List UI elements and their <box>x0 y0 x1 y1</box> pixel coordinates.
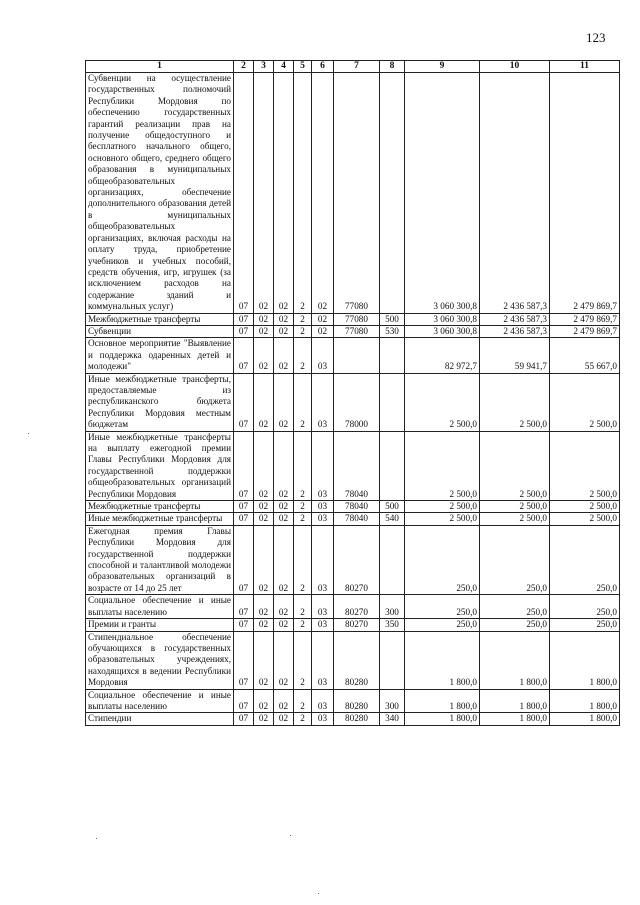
amount-year-2: 59 941,7 <box>480 338 550 373</box>
row-name: Межбюджетные трансферты <box>86 501 234 513</box>
code-program: 02 <box>274 338 294 373</box>
code-subprogram: 2 <box>294 73 312 314</box>
row-name: Основное мероприятие "Выявление и поддержка одаренных детей и молодежи" <box>86 338 234 373</box>
amount-year-1: 1 800,0 <box>405 689 480 713</box>
code-measure: 03 <box>312 595 334 619</box>
row-name: Межбюджетные трансферты <box>86 313 234 325</box>
amount-year-1: 3 060 300,8 <box>405 325 480 337</box>
code-direction: 77080 <box>334 73 380 314</box>
table-row <box>86 431 620 500</box>
amount-year-3: 2 500,0 <box>550 501 620 513</box>
code-measure: 02 <box>312 73 334 314</box>
code-expense-type: 500 <box>380 313 405 325</box>
code-direction: 78040 <box>334 431 380 500</box>
code-program: 02 <box>274 431 294 500</box>
amount-year-2: 1 800,0 <box>480 713 550 725</box>
row-name: Ежегодная премия Главы Республики Мордовия для государственной поддержки способной и талантливой молодежи образовательных организаций в возрасте от 14 до 25 лет <box>86 525 234 594</box>
code-subprogram: 2 <box>294 501 312 513</box>
amount-year-1: 2 500,0 <box>405 431 480 500</box>
code-section: 07 <box>234 713 254 725</box>
code-expense-type <box>380 373 405 431</box>
column-header: 9 <box>405 61 480 73</box>
code-subprogram: 2 <box>294 373 312 431</box>
amount-year-3: 2 479 869,7 <box>550 313 620 325</box>
code-measure: 03 <box>312 713 334 725</box>
table-row <box>86 525 620 594</box>
table-row <box>86 595 620 619</box>
code-program: 02 <box>274 525 294 594</box>
amount-year-2: 2 500,0 <box>480 501 550 513</box>
row-name: Премии и гранты <box>86 619 234 631</box>
code-measure: 03 <box>312 501 334 513</box>
code-subsection: 02 <box>254 338 274 373</box>
amount-year-2: 1 800,0 <box>480 631 550 689</box>
amount-year-3: 2 500,0 <box>550 373 620 431</box>
row-name: Иные межбюджетные трансферты на выплату ежегодной премии Главы Республики Мордовия для государственной поддержки общеобразовательных организаций Республики Мордовия <box>86 431 234 500</box>
code-direction: 80270 <box>334 525 380 594</box>
column-header: 3 <box>254 61 274 73</box>
code-subprogram: 2 <box>294 595 312 619</box>
code-direction: 77080 <box>334 325 380 337</box>
code-program: 02 <box>274 631 294 689</box>
amount-year-1: 250,0 <box>405 595 480 619</box>
code-expense-type <box>380 73 405 314</box>
code-subprogram: 2 <box>294 525 312 594</box>
code-subprogram: 2 <box>294 338 312 373</box>
amount-year-3: 2 479 869,7 <box>550 73 620 314</box>
amount-year-1: 3 060 300,8 <box>405 73 480 314</box>
code-expense-type: 300 <box>380 595 405 619</box>
code-expense-type: 540 <box>380 513 405 525</box>
code-subsection: 02 <box>254 325 274 337</box>
amount-year-2: 2 500,0 <box>480 513 550 525</box>
code-direction <box>334 338 380 373</box>
code-program: 02 <box>274 73 294 314</box>
code-section: 07 <box>234 631 254 689</box>
amount-year-3: 55 667,0 <box>550 338 620 373</box>
code-program: 02 <box>274 325 294 337</box>
code-subsection: 02 <box>254 619 274 631</box>
amount-year-1: 2 500,0 <box>405 501 480 513</box>
code-subprogram: 2 <box>294 431 312 500</box>
code-measure: 02 <box>312 313 334 325</box>
code-subsection: 02 <box>254 595 274 619</box>
code-subsection: 02 <box>254 313 274 325</box>
code-section: 07 <box>234 501 254 513</box>
code-program: 02 <box>274 513 294 525</box>
code-expense-type <box>380 338 405 373</box>
code-program: 02 <box>274 313 294 325</box>
table-row <box>86 338 620 373</box>
row-name: Субвенции на осуществление государственных полномочий Республики Мордовия по обеспечению государственных гарантий реализации прав на получение общедоступного и бесплатного начального общего, основного общего, среднего общего образования в муниципальных общеобразовательных организациях, обеспечение дополнительного образования детей в муниципальных общеобразовательных организациях, включая расходы на оплату труда, приобретение учебников и учебных пособий, средств обучения, игр, игрушек (за исключением расходов на содержание зданий и коммунальных услуг) <box>86 73 234 314</box>
code-direction: 78040 <box>334 513 380 525</box>
table-row <box>86 501 620 513</box>
code-direction: 80280 <box>334 631 380 689</box>
scan-speck <box>318 893 319 894</box>
row-name: Социальное обеспечение и иные выплаты населению <box>86 595 234 619</box>
code-measure: 03 <box>312 689 334 713</box>
code-expense-type: 500 <box>380 501 405 513</box>
amount-year-3: 250,0 <box>550 595 620 619</box>
code-section: 07 <box>234 73 254 314</box>
amount-year-3: 2 500,0 <box>550 513 620 525</box>
code-subprogram: 2 <box>294 619 312 631</box>
code-measure: 03 <box>312 513 334 525</box>
code-direction: 80280 <box>334 713 380 725</box>
code-direction: 80270 <box>334 619 380 631</box>
amount-year-2: 2 436 587,3 <box>480 73 550 314</box>
amount-year-3: 250,0 <box>550 525 620 594</box>
code-section: 07 <box>234 525 254 594</box>
code-subprogram: 2 <box>294 513 312 525</box>
table-row <box>86 713 620 725</box>
amount-year-3: 250,0 <box>550 619 620 631</box>
code-subprogram: 2 <box>294 313 312 325</box>
code-expense-type: 350 <box>380 619 405 631</box>
code-section: 07 <box>234 373 254 431</box>
table-row <box>86 313 620 325</box>
row-name: Стипендиальное обеспечение обучающихся в государственных образовательных учреждениях, находящихся в ведении Республики Мордовия <box>86 631 234 689</box>
row-name: Иные межбюджетные трансферты, предоставляемые из республиканского бюджета Республики Мордовия местным бюджетам <box>86 373 234 431</box>
code-measure: 03 <box>312 338 334 373</box>
amount-year-3: 2 479 869,7 <box>550 325 620 337</box>
column-header: 11 <box>550 61 620 73</box>
code-section: 07 <box>234 431 254 500</box>
code-section: 07 <box>234 325 254 337</box>
table-row <box>86 373 620 431</box>
code-subsection: 02 <box>254 501 274 513</box>
amount-year-2: 2 436 587,3 <box>480 325 550 337</box>
code-subsection: 02 <box>254 373 274 431</box>
row-name: Социальное обеспечение и иные выплаты населению <box>86 689 234 713</box>
code-subprogram: 2 <box>294 631 312 689</box>
page-number: 123 <box>586 30 606 45</box>
code-section: 07 <box>234 595 254 619</box>
amount-year-2: 250,0 <box>480 595 550 619</box>
table-row <box>86 689 620 713</box>
code-subsection: 02 <box>254 73 274 314</box>
code-measure: 03 <box>312 373 334 431</box>
code-subsection: 02 <box>254 631 274 689</box>
amount-year-3: 1 800,0 <box>550 631 620 689</box>
amount-year-2: 2 436 587,3 <box>480 313 550 325</box>
code-direction: 80270 <box>334 595 380 619</box>
code-section: 07 <box>234 689 254 713</box>
scan-speck <box>290 835 291 836</box>
amount-year-2: 2 500,0 <box>480 431 550 500</box>
code-expense-type: 530 <box>380 325 405 337</box>
table-row <box>86 513 620 525</box>
code-subsection: 02 <box>254 689 274 713</box>
code-program: 02 <box>274 713 294 725</box>
amount-year-3: 1 800,0 <box>550 713 620 725</box>
row-name: Стипендии <box>86 713 234 725</box>
code-section: 07 <box>234 619 254 631</box>
code-program: 02 <box>274 689 294 713</box>
code-program: 02 <box>274 501 294 513</box>
code-direction: 78000 <box>334 373 380 431</box>
amount-year-1: 2 500,0 <box>405 373 480 431</box>
code-measure: 03 <box>312 631 334 689</box>
table-row <box>86 73 620 314</box>
amount-year-1: 3 060 300,8 <box>405 313 480 325</box>
amount-year-2: 1 800,0 <box>480 689 550 713</box>
code-program: 02 <box>274 619 294 631</box>
code-measure: 03 <box>312 525 334 594</box>
column-header: 7 <box>334 61 380 73</box>
table-row <box>86 325 620 337</box>
code-direction: 78040 <box>334 501 380 513</box>
amount-year-2: 250,0 <box>480 525 550 594</box>
amount-year-3: 2 500,0 <box>550 431 620 500</box>
code-subsection: 02 <box>254 525 274 594</box>
code-subsection: 02 <box>254 513 274 525</box>
code-measure: 02 <box>312 325 334 337</box>
table-row <box>86 631 620 689</box>
table-row <box>86 619 620 631</box>
scan-speck <box>96 838 97 839</box>
code-program: 02 <box>274 373 294 431</box>
code-section: 07 <box>234 313 254 325</box>
code-measure: 03 <box>312 431 334 500</box>
code-subprogram: 2 <box>294 713 312 725</box>
code-expense-type <box>380 631 405 689</box>
code-section: 07 <box>234 338 254 373</box>
row-name: Субвенции <box>86 325 234 337</box>
code-section: 07 <box>234 513 254 525</box>
row-name: Иные межбюджетные трансферты <box>86 513 234 525</box>
column-header: 5 <box>294 61 312 73</box>
code-subsection: 02 <box>254 713 274 725</box>
code-measure: 03 <box>312 619 334 631</box>
amount-year-2: 250,0 <box>480 619 550 631</box>
amount-year-1: 250,0 <box>405 619 480 631</box>
amount-year-2: 2 500,0 <box>480 373 550 431</box>
column-header: 4 <box>274 61 294 73</box>
code-expense-type: 300 <box>380 689 405 713</box>
amount-year-1: 1 800,0 <box>405 631 480 689</box>
column-header: 6 <box>312 61 334 73</box>
budget-table <box>85 60 620 726</box>
amount-year-1: 250,0 <box>405 525 480 594</box>
table-header-row <box>86 61 620 73</box>
column-header: 1 <box>86 61 234 73</box>
column-header: 8 <box>380 61 405 73</box>
code-subprogram: 2 <box>294 689 312 713</box>
scan-speck <box>28 433 29 434</box>
amount-year-3: 1 800,0 <box>550 689 620 713</box>
code-direction: 80280 <box>334 689 380 713</box>
code-expense-type <box>380 431 405 500</box>
code-subsection: 02 <box>254 431 274 500</box>
code-expense-type: 340 <box>380 713 405 725</box>
amount-year-1: 1 800,0 <box>405 713 480 725</box>
column-header: 2 <box>234 61 254 73</box>
column-header: 10 <box>480 61 550 73</box>
code-expense-type <box>380 525 405 594</box>
amount-year-1: 2 500,0 <box>405 513 480 525</box>
code-subprogram: 2 <box>294 325 312 337</box>
code-direction: 77080 <box>334 313 380 325</box>
amount-year-1: 82 972,7 <box>405 338 480 373</box>
code-program: 02 <box>274 595 294 619</box>
